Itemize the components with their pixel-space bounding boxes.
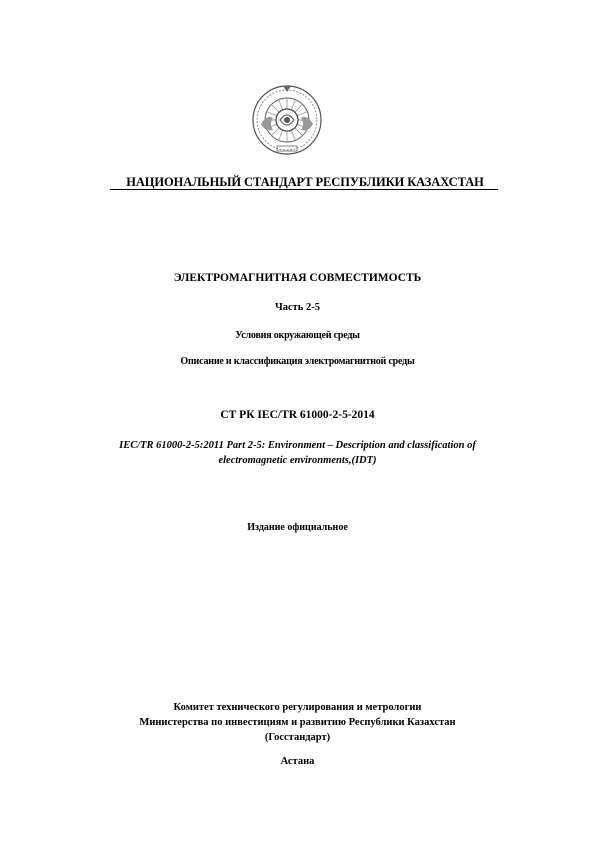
header-title: НАЦИОНАЛЬНЫЙ СТАНДАРТ РЕСПУБЛИКИ КАЗАХСТАН xyxy=(126,175,484,189)
state-emblem-icon xyxy=(251,84,323,156)
edition-label: Издание официальное xyxy=(247,522,348,533)
standard-description: Описание и классификация электромагнитной среды xyxy=(180,356,415,367)
standard-part: Часть 2-5 xyxy=(275,302,320,313)
standard-designation: СТ РК IEC/TR 61000-2-5-2014 xyxy=(220,409,375,421)
publisher-line-1: Комитет технического регулирования и метрологии xyxy=(173,702,422,713)
header-divider xyxy=(110,189,498,190)
publisher-line-2: Министерства по инвестициям и развитию Республики Казахстан xyxy=(139,717,456,728)
standard-title: ЭЛЕКТРОМАГНИТНАЯ СОВМЕСТИМОСТЬ xyxy=(173,272,422,284)
international-reference-line-2: electromagnetic environments,(IDT) xyxy=(218,455,377,466)
international-reference xyxy=(80,438,515,468)
standard-subtitle: Условия окружающей среды xyxy=(235,330,360,341)
publisher-block xyxy=(0,700,595,745)
emblem-graphic xyxy=(251,84,323,156)
publisher-line-3: (Госстандарт) xyxy=(264,732,331,743)
city-label: Астана xyxy=(280,756,315,767)
international-reference-line-1: IEC/TR 61000-2-5:2011 Part 2-5: Environment – Description and classification of xyxy=(119,440,476,451)
